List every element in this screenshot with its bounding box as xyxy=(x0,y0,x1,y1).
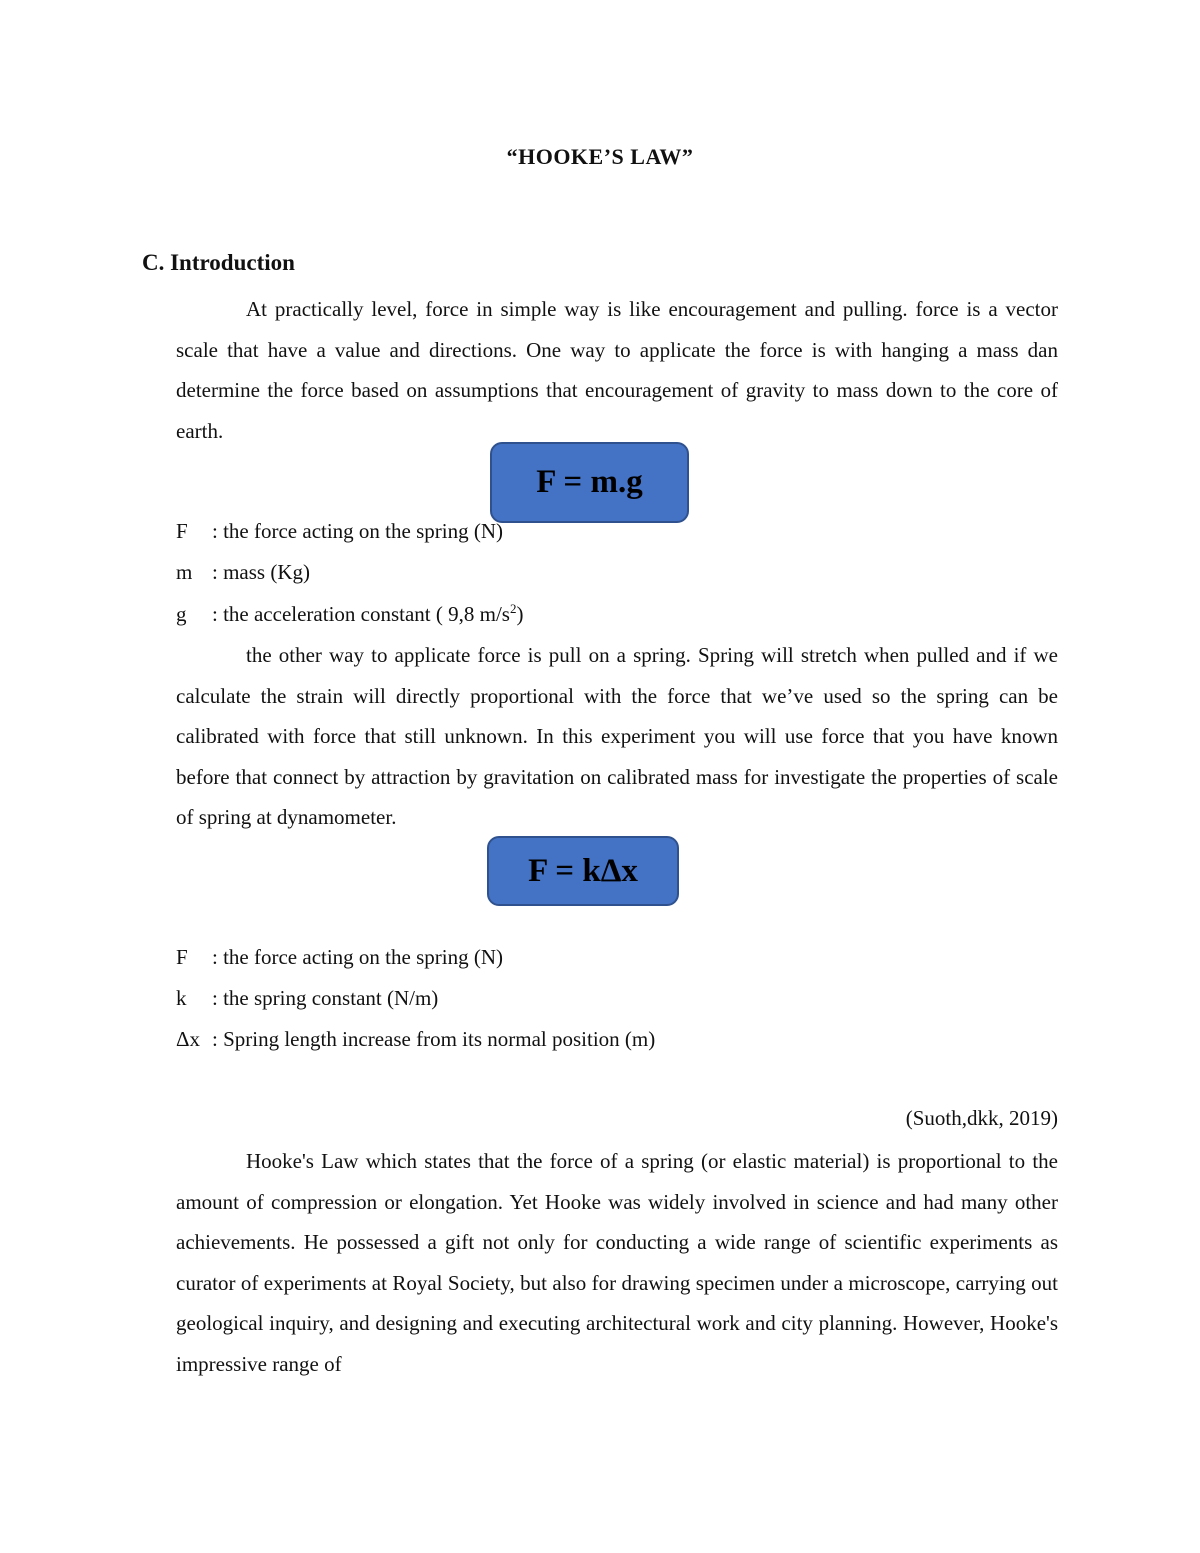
spring-paragraph xyxy=(176,635,1058,838)
definition-symbol: F xyxy=(176,945,188,969)
definition-text: : the force acting on the spring (N) xyxy=(212,519,503,543)
definition-text: : the spring constant (N/m) xyxy=(212,986,439,1010)
definition-symbol: m xyxy=(176,560,193,584)
section-heading: C. Introduction xyxy=(142,250,295,275)
definition-row-mass xyxy=(176,560,310,585)
definition-text: : Spring length increase from its normal position (m) xyxy=(212,1027,656,1051)
formula-box-weight xyxy=(490,442,689,523)
definition-symbol: Δx xyxy=(176,1027,201,1051)
definition-row-gravity xyxy=(176,601,523,627)
definition-symbol: k xyxy=(176,986,187,1010)
definition-row-force xyxy=(176,945,503,970)
citation: (Suoth,dkk, 2019) xyxy=(905,1106,1058,1130)
formula-weight-text: F = m.g xyxy=(536,464,643,500)
formula-box-hooke xyxy=(487,836,679,906)
definition-text: : the acceleration constant ( 9,8 m/s xyxy=(212,602,510,626)
definition-row-force xyxy=(176,519,503,544)
spring-paragraph-text: the other way to applicate force is pull on a spring. Spring will stretch when pulled and if we calculate the strain will directly proportional with the force that we’ve used so the spring can be calibrated with force that still unknown. In this experiment you will use force that you have known before that connect by attraction by gravitation on calibrated mass for investigate the properties of scale of spring at dynamometer. xyxy=(176,643,1058,830)
definition-symbol: F xyxy=(176,519,188,543)
definition-superscript: 2 xyxy=(509,601,517,616)
definition-row-spring-constant xyxy=(176,986,438,1011)
intro-paragraph-text: At practically level, force in simple way is like encouragement and pulling. force is a vector scale that have a value and directions. One way to applicate the force is with hanging a mass dan determine the force based on assumptions that encouragement of gravity to mass down to the core of earth. xyxy=(176,297,1058,443)
intro-paragraph xyxy=(176,289,1058,451)
definition-text: : the force acting on the spring (N) xyxy=(212,945,503,969)
formula-hooke-text: F = kΔx xyxy=(528,852,638,889)
definition-row-displacement xyxy=(176,1027,655,1052)
hooke-paragraph-text: Hooke's Law which states that the force of a spring (or elastic material) is proportional to the amount of compression or elongation. Yet Hooke was widely involved in science and had many other achievements. He possessed a gift not only for conducting a wide range of scientific experiments as curator of experiments at Royal Society, but also for drawing specimen under a microscope, carrying out geological inquiry, and designing and executing architectural work and city planning. However, Hooke's impressive range of xyxy=(176,1149,1058,1376)
hooke-paragraph xyxy=(176,1141,1058,1385)
definition-symbol: g xyxy=(176,602,187,626)
definition-text-end: ) xyxy=(516,602,524,626)
definition-text: : mass (Kg) xyxy=(212,560,310,584)
page-title: “HOOKE’S LAW” xyxy=(506,144,694,169)
